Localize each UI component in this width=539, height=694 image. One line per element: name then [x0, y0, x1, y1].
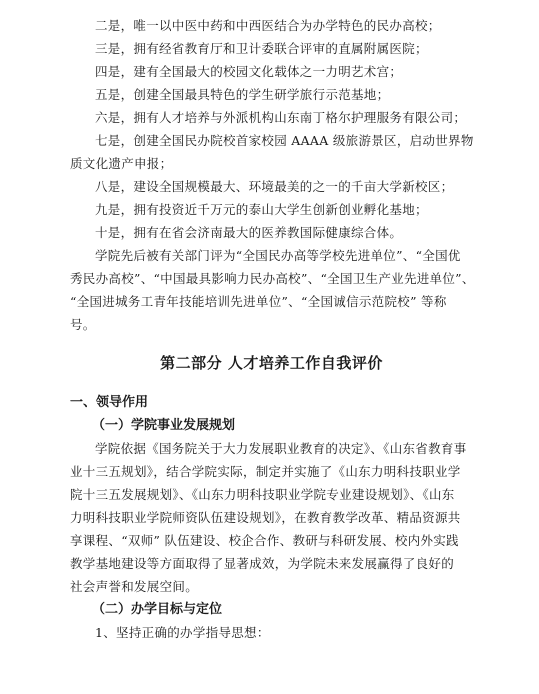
- list-item: 五是，创建全国最具特色的学生研学旅行示范基地；: [95, 87, 390, 102]
- list-item-continuation: 质文化遗产申报；: [70, 156, 173, 171]
- paragraph-line: “全国进城务工青年技能培训先进单位”、“全国诚信示范院校” 等称: [70, 294, 447, 309]
- honors-paragraph: [70, 244, 473, 336]
- paragraph-line: 秀民办高校”、“中国最具影响力民办高校”、“全国卫生产业先进单位”、: [70, 271, 475, 286]
- list-item: 二是，唯一以中医中药和中西医结合为办学特色的民办高校；: [95, 18, 441, 33]
- paragraph-line: 业十三五规划》，结合学院实际，制定并实施了《山东力明科技职业学: [70, 464, 461, 479]
- paragraph-line: 教学基地建设等方面取得了显著成效，为学院未来发展赢得了良好的: [70, 556, 455, 571]
- feature-list: [70, 14, 473, 244]
- numbered-point: 1、坚持正确的办学指导思想：: [95, 625, 270, 640]
- list-item: 四是，建有全国最大的校园文化载体之一力明艺术宫；: [95, 64, 403, 79]
- list-item: 三是，拥有经省教育厅和卫计委联合评审的直属附属医院；: [95, 41, 428, 56]
- paragraph-line: 学院依据《国务院关于大力发展职业教育的决定》、《山东省教育事: [95, 441, 467, 456]
- planning-paragraph: [70, 437, 473, 598]
- list-item: 九是，拥有投资近千万元的泰山大学生创新创业孵化基地；: [95, 202, 428, 217]
- list-item: 六是，拥有人才培养与外派机构山东南丁格尔护理服务有限公司；: [95, 110, 467, 125]
- paragraph-line: 号。: [70, 317, 96, 332]
- subsection-heading: 一、领导作用: [70, 395, 149, 410]
- section-title: 第二部分 人才培养工作自我评价: [160, 354, 383, 372]
- paragraph-line: 社会声誉和发展空间。: [70, 579, 199, 594]
- list-item: 十是，拥有在省会济南最大的医养教国际健康综合体。: [95, 225, 403, 240]
- subsection-subheading: （二）办学目标与定位: [92, 602, 223, 617]
- paragraph-line: 力明科技职业学院师资队伍建设规划》，在教育教学改革、精品资源共: [70, 510, 461, 525]
- list-item: 七是，创建全国民办院校首家校园 AAAA 级旅游景区，启动世界物: [95, 133, 474, 148]
- paragraph-line: 享课程、“双师” 队伍建设、校企合作、教研与科研发展、校内外实践: [70, 533, 459, 548]
- paragraph-line: 院十三五发展规划》、《山东力明科技职业学院专业建设规划》、《山东: [70, 487, 455, 502]
- list-item: 八是，建设全国规模最大、环境最美的之一的千亩大学新校区；: [95, 179, 454, 194]
- subsection-subheading: （一）学院事业发展规划: [92, 418, 236, 433]
- paragraph-line: 学院先后被有关部门评为“全国民办高等学校先进单位”、“全国优: [95, 248, 461, 263]
